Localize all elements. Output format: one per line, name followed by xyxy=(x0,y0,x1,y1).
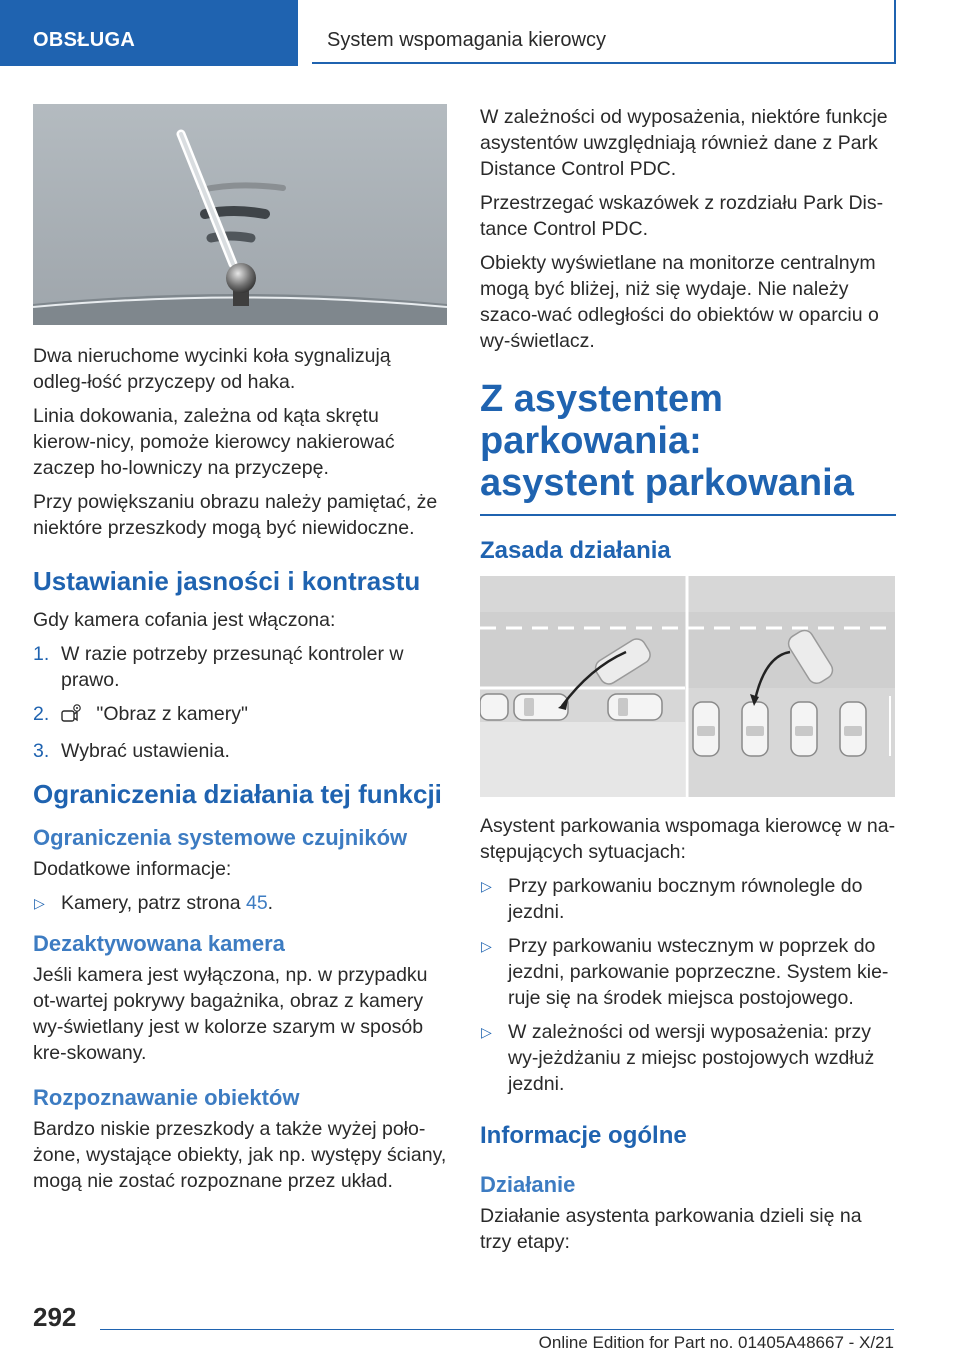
bullet-text: W zależności od wersji wyposażenia: przy wy-jeżdżaniu z miejsc postojowych wzdłuż jezdni. xyxy=(508,1021,875,1095)
sensor-limits-heading: Ograniczenia systemowe czujników xyxy=(33,825,408,850)
parking-maneuver-illustration xyxy=(480,576,895,797)
list-item xyxy=(480,933,896,1011)
assist-intro: Asystent parkowania wspomaga kierowcę w na-stępujących sytuacjach: xyxy=(480,815,896,863)
left-column xyxy=(33,104,447,1202)
limits-heading: Ograniczenia działania tej funkcji xyxy=(33,779,442,809)
brightness-intro: Gdy kamera cofania jest włączona: xyxy=(33,609,336,631)
bullet-text: Przy parkowaniu wstecznym w poprzek do jezdni, parkowanie poprzeczne. System kie-ruje się na środek miejsca postojowego. xyxy=(508,935,889,1009)
section-tab: OBSŁUGA xyxy=(0,0,298,66)
brightness-steps xyxy=(33,641,447,764)
page-number: 292 xyxy=(33,1302,77,1332)
figure-caption-3: Przy powiększaniu obrazu należy pamiętać, że niektóre przeszkody mogą być niewidoczne. xyxy=(33,491,438,539)
function-heading: Działanie xyxy=(480,1172,576,1197)
list-item xyxy=(480,1019,896,1097)
triangle-bullet-icon: ▷ xyxy=(481,1024,492,1040)
principle-heading: Zasada działania xyxy=(480,537,671,564)
triangle-bullet-icon: ▷ xyxy=(481,878,492,894)
step-text: "Obraz z kamery" xyxy=(96,703,248,725)
edition-note: Online Edition for Part no. 01405A48667 - X/21 xyxy=(538,1333,894,1352)
object-detection-text: Bardzo niskie przeszkody a także wyżej poło-żone, wystające obiekty, jak np. występy ściany, mogą nie zostać rozpoznane przez układ. xyxy=(33,1118,447,1192)
step-number: 3. xyxy=(33,740,50,762)
heading-divider xyxy=(480,514,896,516)
triangle-bullet-icon: ▷ xyxy=(34,895,45,911)
disabled-camera-heading: Dezaktywowana kamera xyxy=(33,931,285,956)
page-link[interactable]: 45 xyxy=(245,892,268,914)
disabled-camera-text: Jeśli kamera jest wyłączona, np. w przypadku ot-wartej pokrywy bagażnika, obraz z kamery wy-świetlany jest w kolorze szarym w sposób kre-skowany. xyxy=(33,964,428,1064)
step-text: W razie potrzeby przesunąć kontroler w prawo. xyxy=(61,643,404,691)
sensor-bullet-text: Kamery, patrz strona xyxy=(61,892,241,914)
step-item xyxy=(33,701,447,730)
pdc-paragraph-1: W zależności od wyposażenia, niektóre funkcje asystentów uwzględniają również dane z Park Distance Control PDC. xyxy=(480,106,888,180)
assist-bullets xyxy=(480,873,896,1097)
chapter-title: System wspomagania kierowcy xyxy=(312,0,896,64)
brightness-heading: Ustawianie jasności i kontrastu xyxy=(33,566,421,596)
pdc-paragraph-3: Obiekty wyświetlane na monitorze centralnym mogą być bliżej, niż się wydaje. Nie należy szaco-wać odległości do obiektów w oparciu o wy-świetlacz. xyxy=(480,252,879,352)
footer-divider xyxy=(100,1329,894,1330)
sensor-bullet-end: . xyxy=(267,892,274,914)
step-text: Wybrać ustawienia. xyxy=(61,740,230,762)
function-text: Działanie asystenta parkowania dzieli się na trzy etapy: xyxy=(480,1205,862,1253)
camera-settings-icon xyxy=(61,703,83,730)
right-column xyxy=(480,104,896,1263)
hitch-guide-illustration xyxy=(33,104,447,325)
parking-assistant-image xyxy=(480,576,895,797)
step-number: 1. xyxy=(33,643,50,665)
figure-caption-2: Linia dokowania, zależna od kąta skrętu kierow-nicy, pomoże kierowcy nakierować zaczep ho-lowniczy na przyczepę. xyxy=(33,405,395,479)
pdc-paragraph-2: Przestrzegać wskazówek z rozdziału Park Dis-tance Control PDC. xyxy=(480,192,884,240)
trailer-hitch-camera-image xyxy=(33,104,447,325)
triangle-bullet-icon: ▷ xyxy=(481,938,492,954)
figure-caption-1: Dwa nieruchome wycinki koła sygnalizują odleg-łość przyczepy od haka. xyxy=(33,345,391,393)
main-heading xyxy=(480,378,896,504)
object-detection-heading: Rozpoznawanie obiektów xyxy=(33,1085,300,1110)
bullet-text: Przy parkowaniu bocznym równolegle do jezdni. xyxy=(508,875,863,923)
list-item xyxy=(33,890,447,916)
step-item xyxy=(33,641,447,693)
list-item xyxy=(480,873,896,925)
main-heading-line-2: asystent parkowania xyxy=(480,462,854,504)
sensor-intro: Dodatkowe informacje: xyxy=(33,858,232,880)
sensor-bullets xyxy=(33,890,447,916)
main-heading-line-1: Z asystentem parkowania: xyxy=(480,378,723,462)
general-info-heading: Informacje ogólne xyxy=(480,1122,687,1149)
step-item xyxy=(33,738,447,764)
step-number: 2. xyxy=(33,703,50,725)
